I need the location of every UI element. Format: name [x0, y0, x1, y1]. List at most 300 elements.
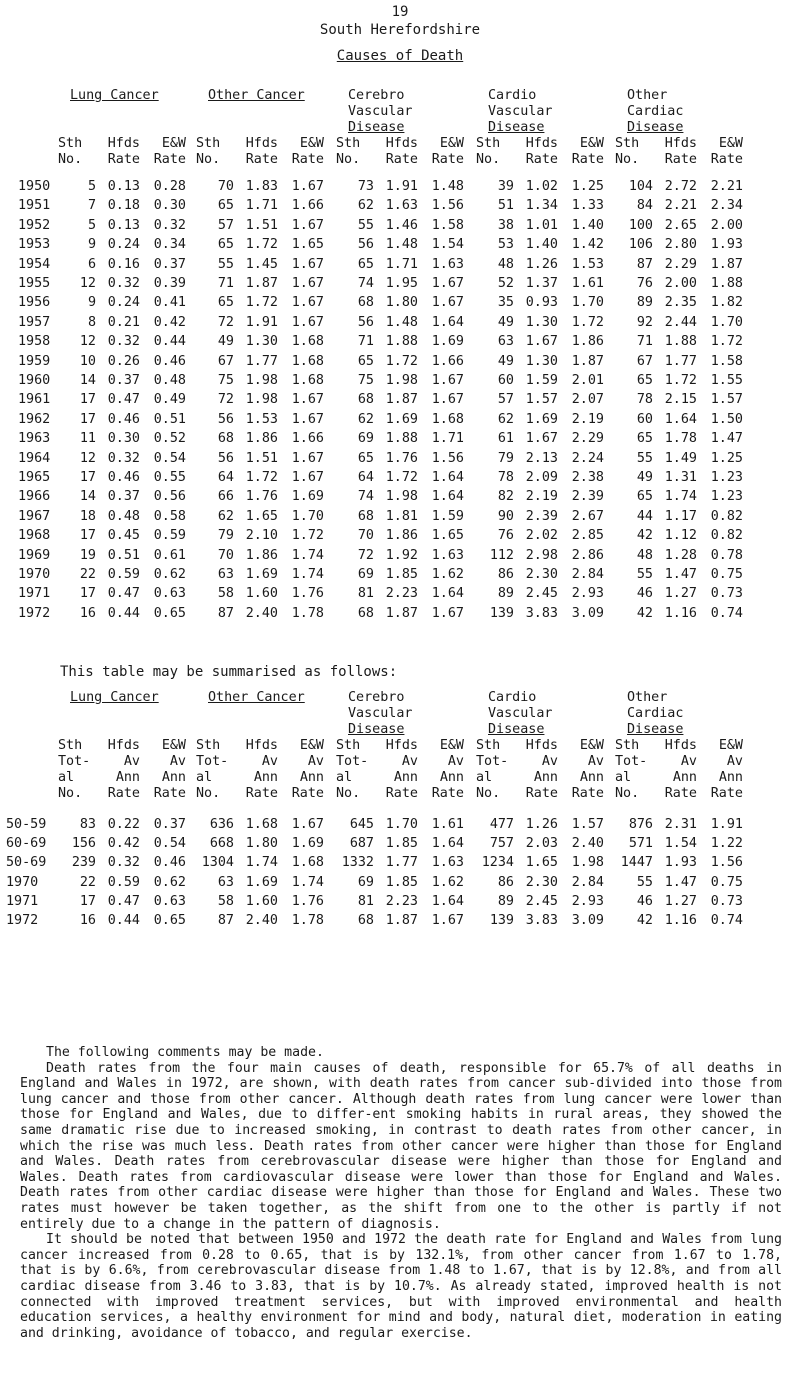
- table-cell: 1.80: [385, 295, 418, 311]
- table-cell: 1.68: [291, 373, 324, 388]
- row-label: 1967: [18, 508, 51, 524]
- table-row: [0, 391, 800, 409]
- table-cell: 668: [209, 836, 234, 852]
- table-cell: 65: [636, 373, 653, 388]
- table-cell: 64: [217, 470, 234, 485]
- group-other-cardiac-line3: Disease: [627, 120, 684, 135]
- summary-group-other-cardiac-line2: Cardiac: [627, 706, 684, 721]
- column-header: Rate: [385, 786, 418, 801]
- table-cell: 0.44: [107, 605, 140, 621]
- column-header: No.: [336, 786, 361, 801]
- table-cell: 2.31: [664, 817, 697, 832]
- column-header: Sth: [476, 738, 501, 753]
- table-cell: 0.32: [107, 276, 140, 291]
- group-lung-cancer: Lung Cancer: [70, 88, 159, 103]
- table-cell: 1.23: [710, 489, 743, 505]
- table-cell: 55: [636, 567, 653, 582]
- table-cell: 1.67: [431, 373, 464, 388]
- column-header: al: [615, 770, 632, 785]
- table-cell: 156: [71, 836, 96, 852]
- table-cell: 1.60: [245, 893, 278, 909]
- column-header: Rate: [291, 786, 324, 801]
- table-cell: 57: [217, 217, 234, 233]
- table-cell: 1.88: [664, 334, 697, 350]
- column-header: Hfds: [525, 738, 558, 753]
- comments-intro: The following comments may be made.: [46, 1045, 324, 1060]
- table-cell: 0.46: [153, 855, 186, 871]
- table-row: [0, 835, 800, 853]
- table-cell: 49: [497, 353, 514, 369]
- table-cell: 83: [79, 817, 96, 832]
- column-header: Sth: [476, 136, 501, 151]
- table-cell: 1.72: [291, 528, 324, 544]
- column-header: No.: [58, 152, 83, 167]
- table-row: [0, 314, 800, 332]
- table-cell: 65: [357, 256, 374, 272]
- table-cell: 1.59: [525, 373, 558, 388]
- table-cell: 1.34: [525, 198, 558, 214]
- table-cell: 84: [636, 198, 653, 214]
- table-cell: 68: [217, 431, 234, 447]
- table-cell: 2.35: [664, 295, 697, 311]
- table-cell: 1.76: [291, 893, 324, 909]
- table-cell: 62: [497, 411, 514, 427]
- table-cell: 1.76: [291, 586, 324, 602]
- table-cell: 1.87: [385, 392, 418, 408]
- table-cell: 139: [489, 605, 514, 621]
- column-header: Hfds: [664, 136, 697, 151]
- table-cell: 70: [217, 179, 234, 194]
- table-cell: 1.72: [664, 373, 697, 388]
- causes-of-death-table: [0, 88, 800, 643]
- summary-group-other-cancer: Other Cancer: [208, 690, 305, 705]
- column-header: Rate: [525, 786, 558, 801]
- table-cell: 1.54: [431, 237, 464, 253]
- table-cell: 9: [87, 295, 96, 311]
- table-cell: 1.69: [245, 874, 278, 890]
- table-cell: 2.03: [525, 836, 558, 852]
- table-cell: 2.93: [571, 893, 604, 909]
- column-header: Rate: [245, 152, 278, 167]
- table-cell: 42: [636, 605, 653, 621]
- table-row: [0, 527, 800, 545]
- group-cardio-line3: Disease: [488, 120, 545, 135]
- table-cell: 0.48: [153, 373, 186, 388]
- table-cell: 0.34: [153, 237, 186, 253]
- table-cell: 14: [79, 373, 96, 388]
- table-cell: 1.50: [710, 411, 743, 427]
- column-header: Ann: [253, 770, 278, 785]
- table-row: [0, 236, 800, 254]
- table-cell: 1.70: [710, 314, 743, 330]
- table-cell: 0.30: [153, 198, 186, 214]
- group-cerebro-line1: Cerebro: [348, 88, 405, 103]
- summary-group-cerebro-line2: Vascular: [348, 706, 413, 721]
- summary-group-cardio-line3: Disease: [488, 722, 545, 737]
- table-cell: 69: [357, 431, 374, 447]
- table-cell: 72: [217, 392, 234, 408]
- column-header: E&W: [299, 136, 324, 151]
- table-cell: 0.55: [153, 470, 186, 485]
- table-cell: 1.59: [431, 508, 464, 524]
- table-cell: 139: [489, 913, 514, 928]
- table-cell: 17: [79, 586, 96, 602]
- table-cell: 1.57: [525, 392, 558, 408]
- table-cell: 66: [217, 489, 234, 505]
- table-cell: 1.65: [431, 528, 464, 544]
- table-cell: 1.92: [385, 547, 418, 563]
- table-cell: 2.23: [385, 586, 418, 602]
- table-caption: Causes of Death: [336, 48, 464, 64]
- table-row: [0, 217, 800, 235]
- table-cell: 16: [79, 913, 96, 928]
- table-cell: 1.64: [664, 411, 697, 427]
- column-header: Rate: [431, 152, 464, 167]
- table-cell: 89: [636, 295, 653, 311]
- table-cell: 0.78: [710, 547, 743, 563]
- table-row: [0, 450, 800, 468]
- table-cell: 1.72: [385, 353, 418, 369]
- table-cell: 1332: [341, 855, 374, 871]
- table-cell: 1.77: [245, 353, 278, 369]
- column-header: Rate: [245, 786, 278, 801]
- table-cell: 1.72: [245, 295, 278, 311]
- column-header: Rate: [525, 152, 558, 167]
- table-cell: 9: [87, 237, 96, 253]
- column-header: No.: [196, 152, 221, 167]
- table-cell: 86: [497, 874, 514, 890]
- row-label: 1951: [18, 198, 51, 214]
- table-cell: 2.34: [710, 198, 743, 214]
- table-cell: 876: [628, 817, 653, 832]
- table-cell: 1304: [201, 855, 234, 871]
- column-header: Rate: [710, 786, 743, 801]
- table-cell: 1.17: [664, 508, 697, 524]
- table-cell: 1.68: [245, 817, 278, 832]
- table-cell: 3.09: [571, 913, 604, 928]
- row-label: 1965: [18, 470, 51, 485]
- table-cell: 1.85: [385, 836, 418, 852]
- column-header: Sth: [615, 136, 640, 151]
- table-cell: 65: [217, 295, 234, 311]
- table-row: [0, 912, 800, 930]
- column-header: Rate: [571, 786, 604, 801]
- column-header: Av: [169, 754, 186, 769]
- table-cell: 57: [497, 392, 514, 408]
- column-header: E&W: [579, 136, 604, 151]
- table-cell: 1.87: [710, 256, 743, 272]
- table-cell: 89: [497, 893, 514, 909]
- table-cell: 1.82: [710, 295, 743, 311]
- table-cell: 1.67: [291, 276, 324, 291]
- table-cell: 7: [87, 198, 96, 214]
- table-cell: 1.26: [525, 817, 558, 832]
- row-label: 1960: [18, 373, 51, 388]
- column-header: E&W: [718, 136, 743, 151]
- table-cell: 1.02: [525, 179, 558, 194]
- table-cell: 38: [497, 217, 514, 233]
- table-cell: 1.93: [664, 855, 697, 871]
- column-header: Ann: [393, 770, 418, 785]
- row-label: 1961: [18, 392, 51, 408]
- table-cell: 55: [636, 450, 653, 466]
- column-header: Av: [680, 754, 697, 769]
- table-cell: 12: [79, 276, 96, 291]
- table-cell: 1.65: [291, 237, 324, 253]
- column-header: Tot-: [615, 754, 648, 769]
- table-cell: 63: [497, 334, 514, 350]
- table-cell: 1.60: [245, 586, 278, 602]
- table-cell: 0.54: [153, 450, 186, 466]
- table-cell: 12: [79, 450, 96, 466]
- table-cell: 1.98: [571, 855, 604, 871]
- table-cell: 87: [217, 913, 234, 928]
- table-cell: 0.61: [153, 547, 186, 563]
- column-header: Av: [726, 754, 743, 769]
- column-header: Hfds: [245, 136, 278, 151]
- table-cell: 1.67: [431, 295, 464, 311]
- table-cell: 63: [217, 874, 234, 890]
- table-cell: 1.63: [431, 855, 464, 871]
- table-cell: 0.73: [710, 586, 743, 602]
- table-cell: 0.56: [153, 489, 186, 505]
- table-cell: 1.74: [664, 489, 697, 505]
- table-cell: 0.59: [153, 528, 186, 544]
- summary-intro: This table may be summarised as follows:: [60, 664, 398, 680]
- table-cell: 5: [87, 179, 96, 194]
- table-cell: 14: [79, 489, 96, 505]
- table-cell: 757: [489, 836, 514, 852]
- group-other-cancer: Other Cancer: [208, 88, 305, 103]
- table-cell: 2.09: [525, 470, 558, 485]
- summary-table: [0, 690, 800, 1030]
- paragraph-note: It should be noted that between 1950 and 1972 the death rate for England and Wales from lung cancer increased from 0.28 to 0.65, that is by 132.1%, from other cancer from 1.67 to 1.78, that is by 6.6%, from cerebrovascular disease from 1.48 to 1.67, that is by 12.8%, and from all cardiac disease from 3.46 to 3.83, that is by 10.7%. As already stated, improved health is not connected with improved treatment services, but with improved environmental and health education services, a healthy environment for mind and body, natural diet, moderation in eating and drinking, avoidance of tobacco, and regular exercise.: [20, 1232, 782, 1341]
- table-cell: 1.67: [291, 392, 324, 408]
- table-cell: 0.93: [525, 295, 558, 311]
- table-cell: 1.91: [385, 179, 418, 194]
- table-cell: 5: [87, 217, 96, 233]
- column-header: Rate: [107, 786, 140, 801]
- table-cell: 2.24: [571, 450, 604, 466]
- table-cell: 0.45: [107, 528, 140, 544]
- table-cell: 1.30: [525, 314, 558, 330]
- table-cell: 1.58: [431, 217, 464, 233]
- column-header: Hfds: [525, 136, 558, 151]
- table-cell: 1.57: [571, 817, 604, 832]
- table-cell: 71: [217, 276, 234, 291]
- table-cell: 1.71: [385, 256, 418, 272]
- table-cell: 17: [79, 528, 96, 544]
- table-cell: 1.45: [245, 256, 278, 272]
- table-cell: 3.09: [571, 605, 604, 621]
- column-header: Sth: [196, 136, 221, 151]
- table-cell: 1.87: [385, 605, 418, 621]
- table-cell: 1.76: [245, 489, 278, 505]
- table-cell: 1.69: [525, 411, 558, 427]
- table-cell: 2.15: [664, 392, 697, 408]
- table-cell: 1.66: [291, 431, 324, 447]
- region-title: South Herefordshire: [319, 22, 481, 38]
- table-cell: 67: [217, 353, 234, 369]
- table-row: [0, 488, 800, 506]
- table-cell: 68: [357, 295, 374, 311]
- table-cell: 2.86: [571, 547, 604, 563]
- table-cell: 56: [357, 314, 374, 330]
- table-cell: 0.44: [107, 913, 140, 928]
- table-cell: 1.23: [710, 470, 743, 485]
- table-cell: 2.98: [525, 547, 558, 563]
- column-header: Av: [447, 754, 464, 769]
- row-label: 50-69: [6, 855, 47, 871]
- table-cell: 2.44: [664, 314, 697, 330]
- table-cell: 46: [636, 893, 653, 909]
- table-cell: 1.27: [664, 893, 697, 909]
- table-cell: 0.59: [107, 567, 140, 582]
- table-cell: 81: [357, 893, 374, 909]
- table-cell: 0.47: [107, 392, 140, 408]
- table-row: [0, 874, 800, 892]
- table-cell: 42: [636, 528, 653, 544]
- table-cell: 0.41: [153, 295, 186, 311]
- table-cell: 1.49: [664, 450, 697, 466]
- table-cell: 1.69: [431, 334, 464, 350]
- table-cell: 1.67: [525, 334, 558, 350]
- table-cell: 0.24: [107, 295, 140, 311]
- table-cell: 1.69: [291, 836, 324, 852]
- table-cell: 1.25: [571, 179, 604, 194]
- table-cell: 0.63: [153, 586, 186, 602]
- table-cell: 0.32: [107, 855, 140, 871]
- table-cell: 42: [636, 913, 653, 928]
- table-cell: 1.87: [385, 913, 418, 928]
- column-header: Rate: [710, 152, 743, 167]
- table-cell: 1.48: [385, 314, 418, 330]
- table-cell: 2.21: [710, 179, 743, 194]
- table-cell: 2.65: [664, 217, 697, 233]
- table-cell: 1.74: [291, 547, 324, 563]
- table-cell: 2.00: [664, 276, 697, 291]
- table-cell: 55: [217, 256, 234, 272]
- table-cell: 1.64: [431, 314, 464, 330]
- column-header: Av: [401, 754, 418, 769]
- table-cell: 73: [357, 179, 374, 194]
- table-cell: 2.39: [571, 489, 604, 505]
- summary-group-lung-cancer: Lung Cancer: [70, 690, 159, 705]
- table-cell: 0.75: [710, 567, 743, 582]
- table-cell: 636: [209, 817, 234, 832]
- group-other-cardiac-line2: Cardiac: [627, 104, 684, 119]
- table-cell: 1.30: [525, 353, 558, 369]
- table-row: [0, 178, 800, 196]
- row-label: 1962: [18, 411, 51, 427]
- column-header: No.: [476, 786, 501, 801]
- table-cell: 1.67: [431, 276, 464, 291]
- table-cell: 0.48: [107, 508, 140, 524]
- table-cell: 51: [497, 198, 514, 214]
- table-cell: 1.86: [385, 528, 418, 544]
- column-header: Ann: [533, 770, 558, 785]
- table-cell: 1.47: [664, 874, 697, 890]
- table-cell: 71: [357, 334, 374, 350]
- table-cell: 0.49: [153, 392, 186, 408]
- column-header: Hfds: [245, 738, 278, 753]
- table-cell: 58: [217, 586, 234, 602]
- table-cell: 67: [636, 353, 653, 369]
- paragraph-death-rates: Death rates from the four main causes of death, responsible for 65.7% of all deaths in England and Wales in 1972, are shown, with death rates from cancer sub-divided into those from lung cancer and those from other cancer. Although death rates from lung cancer were lower than those for England and Wales, due to differ-ent smoking habits in rural areas, they showed the same dramatic rise due to increased smoking, in contrast to death rates from other cancer, in which the rise was much less. Death rates from other cancer were higher than those for England and Wales. Death rates from cerebrovascular disease were higher than those for England and Wales. Death rates from cardiovascular disease were lower than those for England and Wales. Death rates from other cardiac disease were higher than those for England and Wales. These two rates must however be taken together, as the shift from one to the other is partly if not entirely due to a change in the pattern of diagnosis.: [20, 1060, 782, 1232]
- table-cell: 1.40: [525, 237, 558, 253]
- column-header: Rate: [431, 786, 464, 801]
- table-cell: 1.68: [291, 353, 324, 369]
- table-cell: 1.67: [525, 431, 558, 447]
- column-header: al: [336, 770, 353, 785]
- table-cell: 0.82: [710, 508, 743, 524]
- table-cell: 87: [636, 256, 653, 272]
- column-header: Ann: [718, 770, 743, 785]
- row-label: 1970: [6, 874, 39, 890]
- table-cell: 39: [497, 179, 514, 194]
- table-cell: 1.74: [291, 874, 324, 890]
- table-cell: 0.26: [107, 353, 140, 369]
- table-cell: 0.74: [710, 605, 743, 621]
- table-cell: 1.81: [385, 508, 418, 524]
- table-cell: 18: [79, 508, 96, 524]
- table-cell: 1.54: [664, 836, 697, 852]
- row-label: 1956: [18, 295, 51, 311]
- column-header: Hfds: [385, 738, 418, 753]
- table-cell: 0.54: [153, 836, 186, 852]
- column-header: Av: [541, 754, 558, 769]
- summary-group-cardio-line2: Vascular: [488, 706, 553, 721]
- column-header: E&W: [161, 738, 186, 753]
- table-cell: 1.62: [431, 567, 464, 582]
- table-cell: 0.46: [107, 470, 140, 485]
- column-header: Av: [123, 754, 140, 769]
- row-label: 1970: [18, 567, 51, 582]
- table-cell: 68: [357, 605, 374, 621]
- table-row: [0, 469, 800, 487]
- column-header: Ann: [299, 770, 324, 785]
- summary-group-cardio-line1: Cardio: [488, 690, 537, 705]
- table-cell: 2.84: [571, 567, 604, 582]
- table-cell: 48: [497, 256, 514, 272]
- table-row: [0, 353, 800, 371]
- table-cell: 1.86: [245, 547, 278, 563]
- table-cell: 60: [636, 411, 653, 427]
- table-cell: 571: [628, 836, 653, 852]
- table-cell: 1.16: [664, 605, 697, 621]
- table-cell: 1447: [620, 855, 653, 871]
- row-label: 1968: [18, 528, 51, 544]
- table-cell: 1.67: [431, 913, 464, 928]
- table-cell: 75: [217, 373, 234, 388]
- table-cell: 2.80: [664, 237, 697, 253]
- table-cell: 112: [489, 547, 514, 563]
- table-cell: 1.77: [664, 353, 697, 369]
- group-other-cardiac-line1: Other: [627, 88, 668, 103]
- column-header: Rate: [107, 152, 140, 167]
- table-cell: 1.67: [291, 411, 324, 427]
- table-cell: 1.76: [385, 450, 418, 466]
- table-cell: 6: [87, 256, 96, 272]
- column-header: Tot-: [336, 754, 369, 769]
- table-cell: 75: [357, 373, 374, 388]
- table-cell: 68: [357, 913, 374, 928]
- table-row: [0, 197, 800, 215]
- table-cell: 1.47: [710, 431, 743, 447]
- table-cell: 1.85: [385, 567, 418, 582]
- table-cell: 1.01: [525, 217, 558, 233]
- table-cell: 65: [636, 431, 653, 447]
